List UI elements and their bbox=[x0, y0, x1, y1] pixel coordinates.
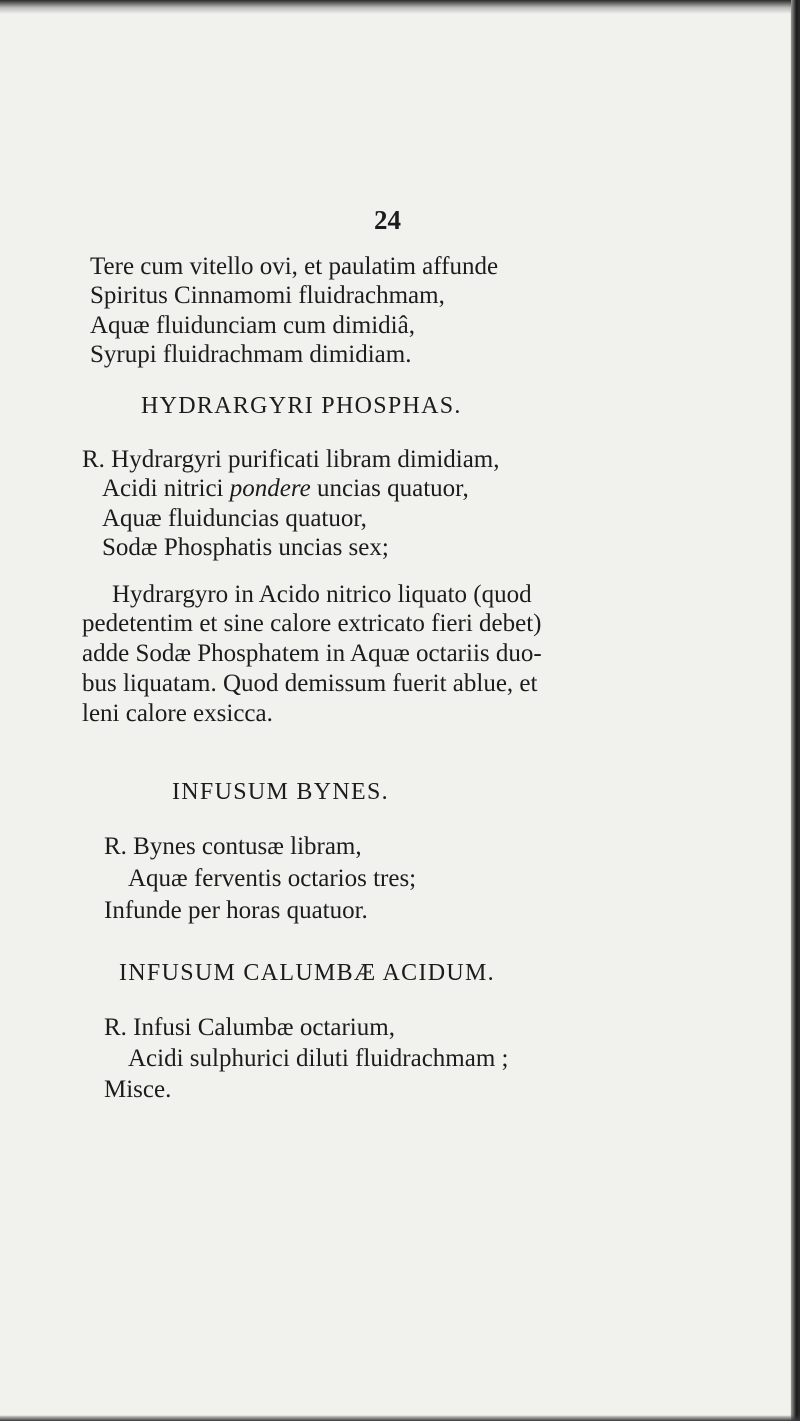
text-line: Hydrargyro in Acido nitrico liquato (quod bbox=[112, 581, 532, 608]
text-line: Infunde per horas quatuor. bbox=[104, 897, 368, 924]
text-line: Tere cum vitello ovi, et paulatim affunde bbox=[90, 253, 499, 280]
page-top-shadow bbox=[0, 0, 800, 14]
text-line: R. Infusi Calumbæ octarium, bbox=[104, 1014, 395, 1041]
text-line: Aquæ fluidunciam cum dimidiâ, bbox=[90, 312, 415, 339]
text-line: Aquæ ferventis octarios tres; bbox=[128, 865, 417, 892]
text-line: leni calore exsicca. bbox=[82, 700, 273, 727]
text-line: pedetentim et sine calore extricato fieri debet) bbox=[82, 610, 542, 637]
text-line: bus liquatam. Quod demissum fuerit ablue, et bbox=[82, 670, 538, 697]
text-line: Misce. bbox=[104, 1076, 172, 1103]
text-line: Acidi nitrici pondere uncias quatuor, bbox=[102, 475, 469, 502]
text-line: Acidi sulphurici diluti fluidrachmam ; bbox=[128, 1045, 509, 1072]
section-heading: INFUSUM BYNES. bbox=[172, 779, 389, 805]
section-heading: HYDRARGYRI PHOSPHAS. bbox=[141, 393, 462, 419]
text-line: R. Bynes contusæ libram, bbox=[104, 833, 362, 860]
page-bottom-edge bbox=[0, 1415, 800, 1421]
text-line: Spiritus Cinnamomi fluidrachmam, bbox=[90, 282, 445, 309]
page-binding-edge bbox=[791, 0, 800, 1421]
text-line: Sodæ Phosphatis uncias sex; bbox=[102, 534, 389, 561]
page-number: 24 bbox=[374, 205, 401, 235]
text-line: adde Sodæ Phosphatem in Aquæ octariis duo- bbox=[82, 640, 542, 667]
section-heading: INFUSUM CALUMBÆ ACIDUM. bbox=[119, 960, 495, 986]
text-line: Syrupi fluidrachmam dimidiam. bbox=[90, 341, 412, 368]
text-line: Aquæ fluiduncias quatuor, bbox=[102, 505, 367, 532]
text-line: R. Hydrargyri purificati libram dimidiam, bbox=[82, 446, 500, 473]
